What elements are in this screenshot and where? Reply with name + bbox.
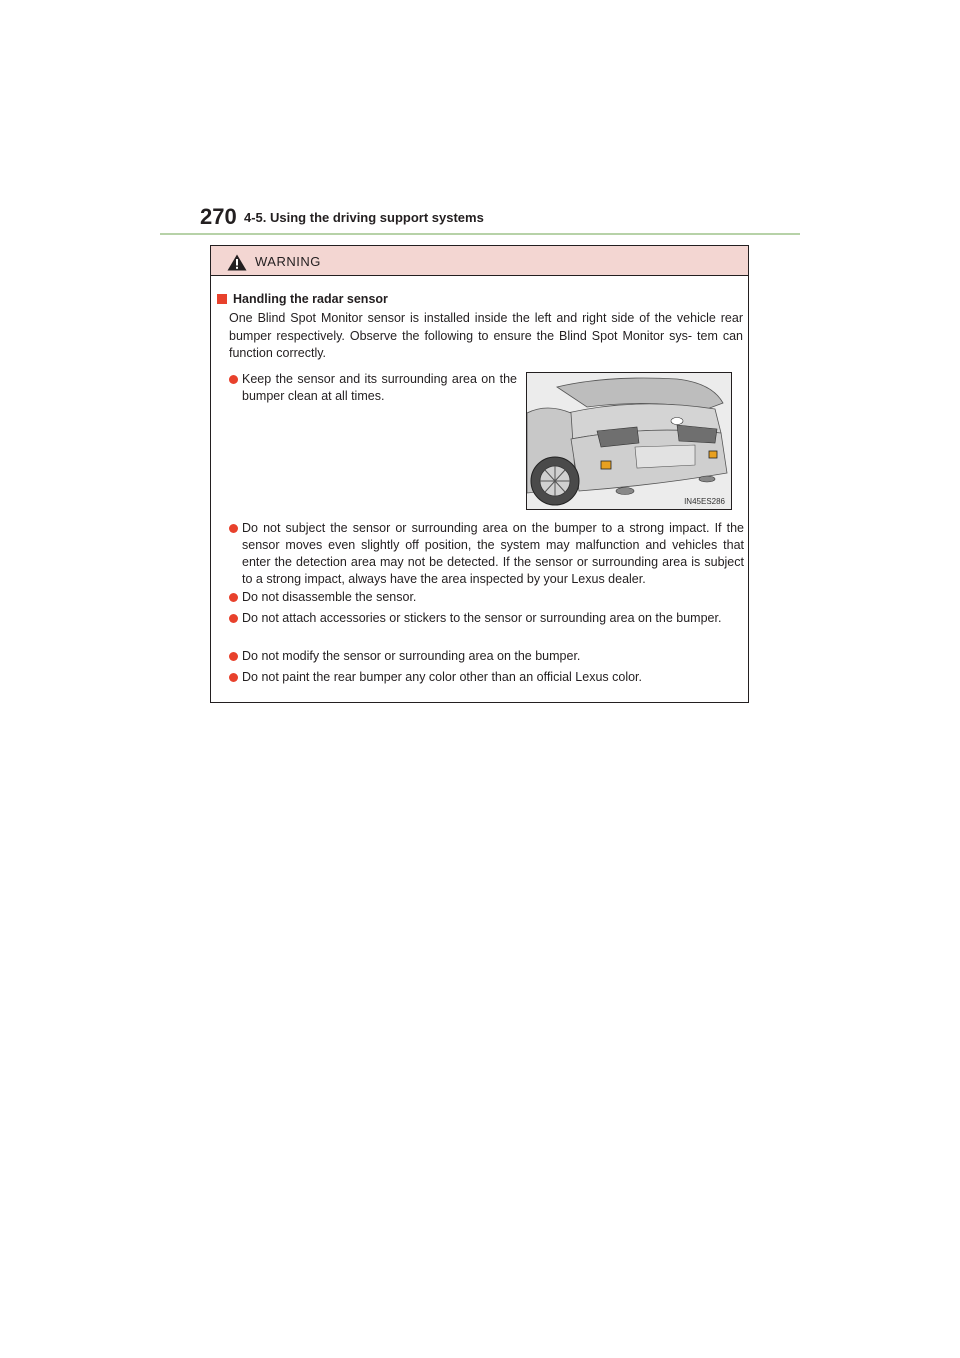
car-rear-illustration-image [527,373,732,510]
warning-header [211,246,748,276]
warning-triangle-icon [227,254,247,271]
subheading-text: Handling the radar sensor [233,292,388,306]
bullet-dot-icon [229,652,238,661]
intro-paragraph: One Blind Spot Monitor sensor is installed inside the left and right side of the vehicle rear bumper respectively. Observe the following to ensure the Blind Spot Monitor sys- tem can function correctly. [229,311,743,360]
bullet-dot-icon [229,375,238,384]
bullet-text: Do not attach accessories or stickers to the sensor or surrounding area on the bumper. [242,611,722,625]
warning-box [210,245,749,703]
bullet-item [242,520,744,588]
bullet-item [242,669,744,686]
subheading [217,291,388,307]
bullet-dot-icon [229,614,238,623]
bullet-text: Do not disassemble the sensor. [242,590,417,604]
bullet-text: Do not paint the rear bumper any color other than an official Lexus color. [242,670,643,684]
bullet-text: Do not subject the sensor or surrounding area on the bumper to a strong impact. If the sensor moves even slightly off position, the system may malfunction and vehicles that enter the detection area may not be detected. If the sensor or surrounding area is subject to a strong impact, always have the area inspected by your Lexus dealer. [242,521,744,586]
square-marker-icon [217,294,227,304]
warning-label: WARNING [255,254,321,269]
bullet-dot-icon [229,673,238,682]
bullet-dot-icon [229,593,238,602]
bullet-text: Keep the sensor and its surrounding area on the bumper clean at all times. [242,372,517,403]
car-rear-illustration [526,372,732,510]
bullet-dot-icon [229,524,238,533]
bullet-item [242,610,744,627]
bullet-item [242,371,517,405]
bullet-item [242,648,744,665]
figure-code: IN45ES286 [684,497,725,506]
section-title: 4-5. Using the driving support systems [244,210,484,225]
page-header [200,204,800,234]
page-number: 270 [200,204,237,229]
header-rule [160,233,800,235]
bullet-item [242,589,744,606]
bullet-text: Do not modify the sensor or surrounding area on the bumper. [242,649,581,663]
